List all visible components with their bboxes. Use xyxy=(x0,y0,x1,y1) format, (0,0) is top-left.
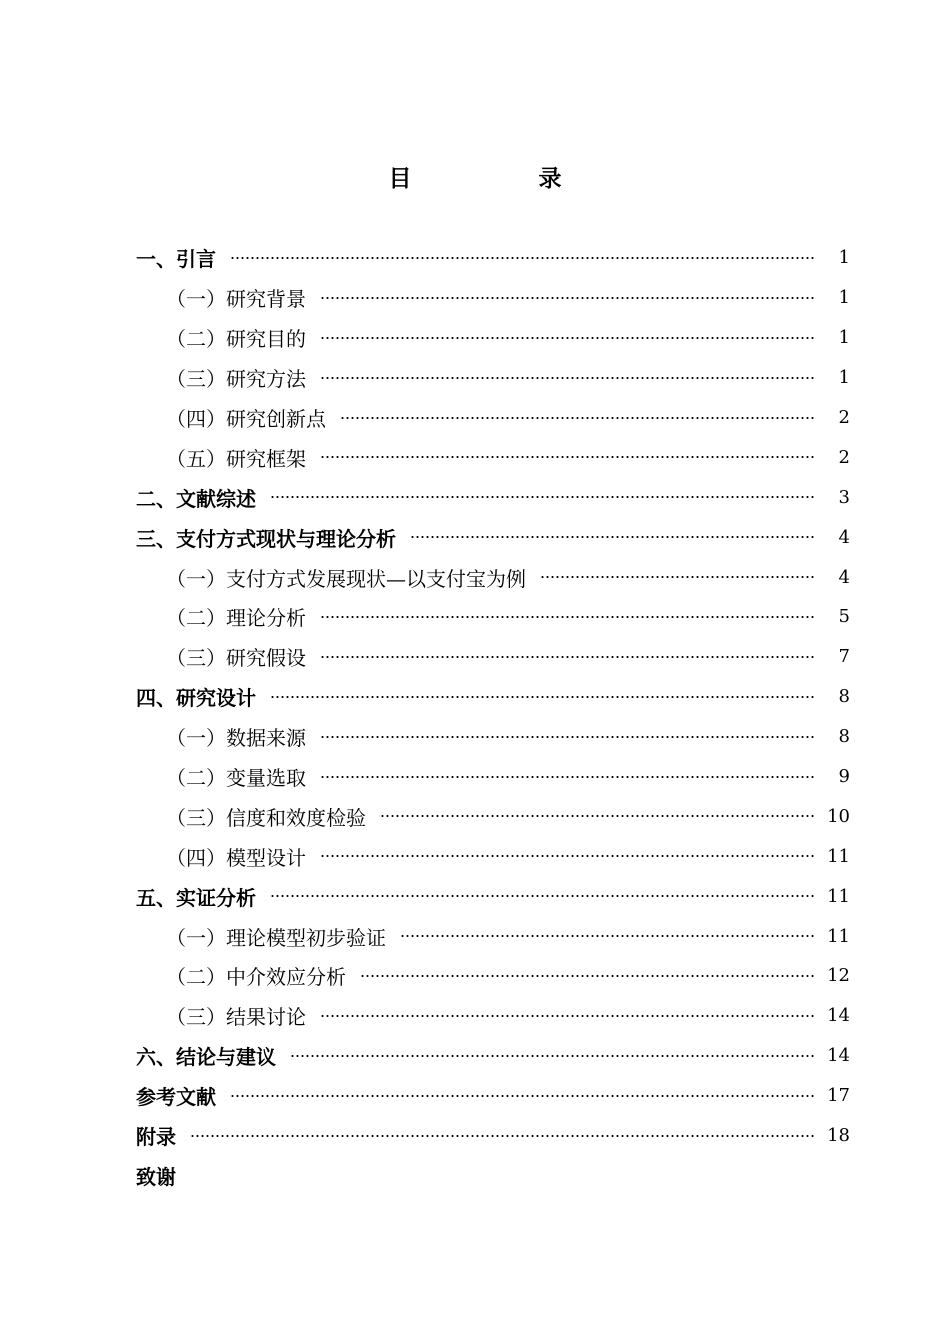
toc-entry-label: 参考文献 xyxy=(136,1085,216,1110)
toc-subsection-entry[interactable] xyxy=(136,796,850,836)
toc-entry-label: （三）研究假设 xyxy=(166,646,306,671)
toc-page-number: 14 xyxy=(827,1005,850,1027)
toc-section-entry[interactable] xyxy=(136,517,850,557)
toc-entry-label: （二）变量选取 xyxy=(166,766,306,791)
toc-page-number: 9 xyxy=(838,766,850,788)
toc-page-number: 1 xyxy=(838,367,850,389)
toc-subsection-entry[interactable] xyxy=(136,956,850,996)
table-of-contents xyxy=(136,238,850,1195)
toc-subsection-entry[interactable] xyxy=(136,398,850,438)
toc-page-number: 1 xyxy=(838,327,850,349)
toc-page-number: 14 xyxy=(827,1045,850,1067)
toc-subsection-entry[interactable] xyxy=(136,318,850,358)
toc-subsection-entry[interactable] xyxy=(136,597,850,637)
toc-entry-label: （一）支付方式发展现状—以支付宝为例 xyxy=(166,566,526,591)
toc-section-entry[interactable] xyxy=(136,1116,850,1156)
toc-page-number: 2 xyxy=(838,446,850,468)
dot-leader xyxy=(320,607,814,627)
dot-leader xyxy=(540,567,814,587)
toc-section-entry[interactable] xyxy=(136,477,850,517)
toc-page-number: 8 xyxy=(838,686,850,708)
toc-page-number: 7 xyxy=(838,646,850,668)
dot-leader xyxy=(410,527,814,547)
toc-page-number: 11 xyxy=(827,885,850,907)
toc-entry-label: （四）模型设计 xyxy=(166,845,306,870)
toc-entry-label: 六、结论与建议 xyxy=(136,1045,276,1070)
toc-page-number: 4 xyxy=(838,526,850,548)
toc-page-number: 17 xyxy=(827,1085,850,1107)
toc-page-number: 1 xyxy=(838,247,850,269)
dot-leader xyxy=(320,288,814,308)
toc-page-number: 12 xyxy=(827,965,850,987)
dot-leader xyxy=(320,368,814,388)
toc-entry-label: （一）研究背景 xyxy=(166,287,306,312)
dot-leader xyxy=(360,966,814,986)
toc-subsection-entry[interactable] xyxy=(136,437,850,477)
toc-entry-label: （一）理论模型初步验证 xyxy=(166,925,386,950)
toc-entry-label: （二）中介效应分析 xyxy=(166,965,346,990)
toc-entry-label: 三、支付方式现状与理论分析 xyxy=(136,526,396,551)
dot-leader xyxy=(320,1006,814,1026)
toc-entry-label: （一）数据来源 xyxy=(166,726,306,751)
dot-leader xyxy=(320,846,814,866)
toc-entry-label: （五）研究框架 xyxy=(166,446,306,471)
toc-page-number: 2 xyxy=(838,407,850,428)
toc-page-number: 11 xyxy=(827,845,850,867)
toc-page-number: 1 xyxy=(838,287,850,309)
dot-leader xyxy=(320,727,814,747)
toc-subsection-entry[interactable] xyxy=(136,358,850,398)
toc-page-number: 8 xyxy=(838,726,850,748)
toc-section-entry[interactable] xyxy=(136,876,850,916)
toc-entry-label: 五、实证分析 xyxy=(136,885,256,910)
toc-entry-label: 四、研究设计 xyxy=(136,686,256,711)
toc-entry-label: （三）研究方法 xyxy=(166,367,306,392)
toc-page-number: 11 xyxy=(827,925,850,947)
toc-subsection-entry[interactable] xyxy=(136,916,850,956)
toc-entry-label: （二）理论分析 xyxy=(166,606,306,631)
toc-entry-label: 二、文献综述 xyxy=(136,486,256,511)
toc-entry-label: 一、引言 xyxy=(136,247,216,272)
dot-leader xyxy=(190,1126,814,1146)
toc-section-entry[interactable] xyxy=(136,677,850,717)
toc-section-entry[interactable] xyxy=(136,1076,850,1116)
toc-entry-label: （二）研究目的 xyxy=(166,327,306,352)
toc-entry-label: （四）研究创新点 xyxy=(166,407,326,431)
toc-entry-label: （三）结果讨论 xyxy=(166,1005,306,1030)
dot-leader xyxy=(340,408,814,428)
toc-page-number: 18 xyxy=(827,1125,850,1147)
dot-leader xyxy=(400,926,814,946)
dot-leader xyxy=(230,248,814,268)
dot-leader xyxy=(270,487,814,507)
dot-leader xyxy=(270,687,814,707)
dot-leader xyxy=(320,767,814,787)
toc-page-number: 5 xyxy=(838,606,850,628)
toc-page-number: 10 xyxy=(827,805,850,827)
toc-subsection-entry[interactable] xyxy=(136,836,850,876)
toc-page-number: 4 xyxy=(838,566,850,588)
toc-section-entry[interactable] xyxy=(136,1155,850,1195)
toc-subsection-entry[interactable] xyxy=(136,996,850,1036)
toc-entry-label: （三）信度和效度检验 xyxy=(166,805,366,830)
dot-leader xyxy=(270,886,814,906)
toc-subsection-entry[interactable] xyxy=(136,717,850,757)
toc-entry-label: 附录 xyxy=(136,1125,176,1150)
toc-subsection-entry[interactable] xyxy=(136,637,850,677)
dot-leader xyxy=(290,1046,814,1066)
dot-leader xyxy=(320,447,814,467)
dot-leader xyxy=(320,328,814,348)
page-title: 目 录 xyxy=(388,166,614,192)
toc-page-number: 3 xyxy=(838,486,850,508)
toc-subsection-entry[interactable] xyxy=(136,278,850,318)
toc-subsection-entry[interactable] xyxy=(136,757,850,797)
toc-section-entry[interactable] xyxy=(136,1036,850,1076)
dot-leader xyxy=(230,1086,814,1106)
toc-entry-label: 致谢 xyxy=(136,1164,176,1189)
toc-section-entry[interactable] xyxy=(136,238,850,278)
dot-leader xyxy=(380,806,814,826)
dot-leader xyxy=(320,647,814,667)
toc-subsection-entry[interactable] xyxy=(136,557,850,597)
